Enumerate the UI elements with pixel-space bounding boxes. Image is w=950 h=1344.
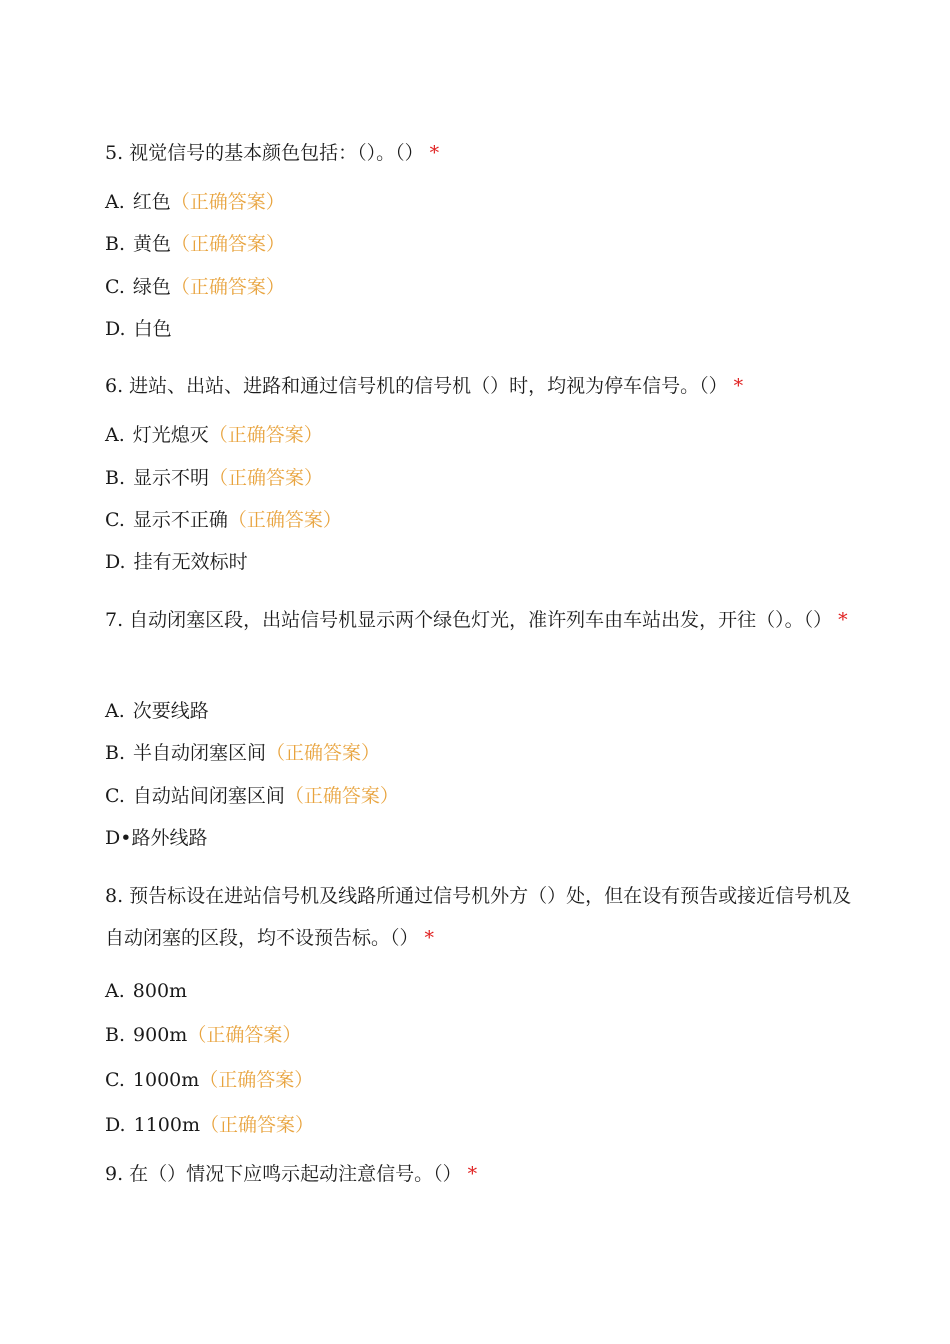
option-letter: C. [105, 276, 125, 298]
question-number: 7. [105, 609, 124, 631]
question-6 [105, 365, 860, 407]
option-8c [105, 1067, 313, 1093]
option-5a [105, 189, 285, 215]
option-text: 1100m [133, 1114, 200, 1136]
option-8a [105, 978, 187, 1004]
correct-answer-mark: （正确答案） [187, 1024, 302, 1046]
option-text: 挂有无效标时 [133, 551, 248, 573]
option-text: 显示不正确 [132, 509, 228, 531]
option-text: 白色 [133, 318, 172, 340]
question-text: 预告标设在进站信号机及线路所通过信号机外方（）处，但在设有预告或接近信号机及自动闭塞的区段，均不设预告标。（） [105, 885, 852, 949]
correct-answer-mark: （正确答案） [227, 509, 342, 531]
option-text: 自动站间闭塞区间 [132, 785, 285, 807]
option-text: 次要线路 [132, 700, 209, 722]
option-7a [105, 698, 209, 724]
option-letter: A. [105, 191, 125, 213]
correct-answer-mark: （正确答案） [266, 742, 381, 764]
option-letter: B. [105, 233, 126, 255]
option-7b [105, 740, 380, 766]
option-letter: B. [105, 467, 126, 489]
correct-answer-mark: （正确答案） [284, 785, 399, 807]
option-letter: A. [105, 700, 125, 722]
option-5d [105, 316, 172, 342]
required-mark: * [424, 927, 435, 949]
question-7 [105, 599, 860, 641]
option-8d [105, 1112, 314, 1138]
option-7d [105, 825, 207, 851]
option-letter: B. [105, 1024, 126, 1046]
option-letter: C. [105, 785, 125, 807]
correct-answer-mark: （正确答案） [208, 424, 323, 446]
option-letter: D• [105, 827, 132, 849]
correct-answer-mark: （正确答案） [170, 191, 285, 213]
option-6a [105, 422, 323, 448]
required-mark: * [429, 142, 440, 164]
question-number: 6. [105, 375, 124, 397]
correct-answer-mark: （正确答案） [171, 233, 286, 255]
option-text: 半自动闭塞区间 [133, 742, 267, 764]
question-8 [105, 875, 860, 959]
option-7c [105, 783, 399, 809]
option-text: 显示不明 [133, 467, 210, 489]
question-number: 9. [105, 1163, 124, 1185]
option-text: 红色 [132, 191, 171, 213]
option-letter: C. [105, 1069, 125, 1091]
option-5b [105, 231, 285, 257]
question-number: 5. [105, 142, 124, 164]
question-number: 8. [105, 885, 124, 907]
correct-answer-mark: （正确答案） [209, 467, 324, 489]
correct-answer-mark: （正确答案） [170, 276, 285, 298]
option-letter: A. [105, 424, 125, 446]
required-mark: * [467, 1163, 478, 1185]
required-mark: * [838, 609, 848, 631]
option-letter: D. [105, 551, 126, 573]
question-9 [105, 1153, 860, 1195]
option-letter: A. [105, 980, 125, 1002]
option-text: 1000m [132, 1069, 200, 1091]
option-text: 黄色 [133, 233, 172, 255]
question-5 [105, 132, 860, 174]
option-text: 900m [133, 1024, 188, 1046]
option-letter: D. [105, 318, 126, 340]
option-text: 路外线路 [131, 827, 208, 849]
option-letter: B. [105, 742, 126, 764]
option-text: 灯光熄灭 [132, 424, 209, 446]
option-text: 绿色 [132, 276, 171, 298]
option-6d [105, 549, 248, 575]
question-text: 进站、出站、进路和通过信号机的信号机（）时，均视为停车信号。（） [129, 375, 728, 397]
correct-answer-mark: （正确答案） [199, 1069, 314, 1091]
option-letter: D. [105, 1114, 126, 1136]
option-text: 800m [132, 980, 188, 1002]
option-letter: C. [105, 509, 125, 531]
question-text: 视觉信号的基本颜色包括：（）。（） [129, 142, 424, 164]
option-8b [105, 1022, 301, 1048]
option-6b [105, 465, 323, 491]
correct-answer-mark: （正确答案） [199, 1114, 314, 1136]
question-text: 在（）情况下应鸣示起动注意信号。（） [129, 1163, 462, 1185]
question-text: 自动闭塞区段，出站信号机显示两个绿色灯光，准许列车由车站出发，开往（）。（） [129, 609, 833, 631]
required-mark: * [733, 375, 744, 397]
option-6c [105, 507, 342, 533]
option-5c [105, 274, 285, 300]
